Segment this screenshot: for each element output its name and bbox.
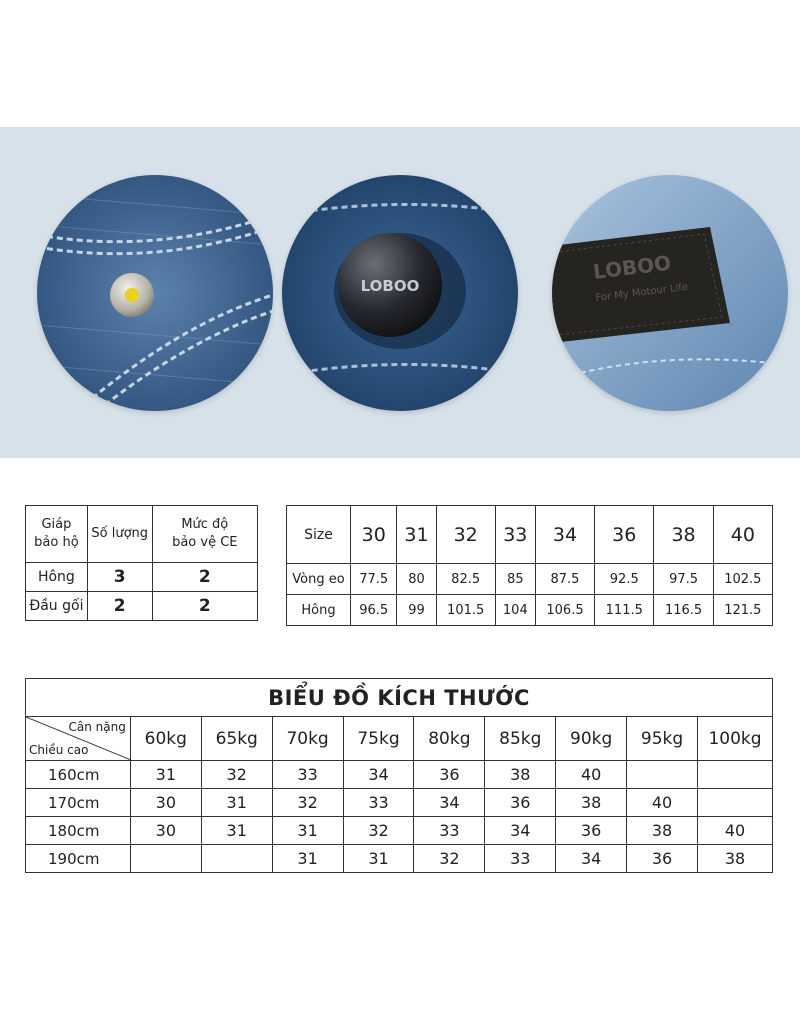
value-cell: 96.5 <box>351 595 397 626</box>
size-cell: 36 <box>595 506 654 564</box>
header-ce-level <box>152 506 257 563</box>
size-value-cell <box>201 845 272 873</box>
size-value-cell <box>698 761 773 789</box>
size-value-cell: 38 <box>627 817 698 845</box>
weight-header: 85kg <box>485 717 556 761</box>
corner-weight-label: Cân nặng <box>68 720 126 734</box>
height-label: 190cm <box>26 845 131 873</box>
corner-height-label: Chiều cao <box>29 743 89 757</box>
size-cell: 31 <box>397 506 436 564</box>
header-ce-text: Mức độ bảo vệ CE <box>172 517 238 550</box>
button-engraving: LOBOO <box>360 277 420 295</box>
size-value-cell <box>698 789 773 817</box>
size-value-cell: 36 <box>556 817 627 845</box>
weight-header: 75kg <box>343 717 414 761</box>
table-row <box>287 595 773 626</box>
quantity-cell: 3 <box>87 563 152 592</box>
size-value-cell <box>627 761 698 789</box>
value-cell: 111.5 <box>595 595 654 626</box>
size-value-cell: 36 <box>414 761 485 789</box>
level-cell: 2 <box>152 563 257 592</box>
size-value-cell: 38 <box>556 789 627 817</box>
size-value-cell: 34 <box>343 761 414 789</box>
snap-center <box>125 288 139 302</box>
table-row <box>26 817 773 845</box>
size-value-cell: 30 <box>130 817 201 845</box>
value-cell: 99 <box>397 595 436 626</box>
protection-table <box>25 505 258 621</box>
header-quantity: Số lượng <box>87 506 152 563</box>
size-measure-table <box>286 505 773 626</box>
value-cell: 102.5 <box>713 564 772 595</box>
weight-header: 60kg <box>130 717 201 761</box>
size-cell: 34 <box>535 506 594 564</box>
chart-title: BIỂU ĐỒ KÍCH THƯỚC <box>26 679 773 717</box>
value-cell: 85 <box>495 564 535 595</box>
size-value-cell: 31 <box>272 845 343 873</box>
chart-body <box>26 761 773 873</box>
size-value-cell: 33 <box>414 817 485 845</box>
value-cell: 80 <box>397 564 436 595</box>
weight-header: 80kg <box>414 717 485 761</box>
row-label: Vòng eo <box>287 564 351 595</box>
corner-cell <box>26 717 131 761</box>
weight-header: 95kg <box>627 717 698 761</box>
row-label: Đầu gối <box>26 592 88 621</box>
header-armor-text: Giáp bảo hộ <box>34 517 79 550</box>
table-header-row <box>26 506 258 563</box>
size-value-cell: 34 <box>556 845 627 873</box>
height-label: 160cm <box>26 761 131 789</box>
size-value-cell: 30 <box>130 789 201 817</box>
snap-button-photo <box>37 175 273 411</box>
size-value-cell: 38 <box>485 761 556 789</box>
size-cell: 32 <box>436 506 495 564</box>
table-header-row <box>26 717 773 761</box>
size-cell: 33 <box>495 506 535 564</box>
size-cell: 40 <box>713 506 772 564</box>
size-value-cell: 32 <box>201 761 272 789</box>
size-value-cell: 40 <box>698 817 773 845</box>
leather-label-photo <box>552 175 788 411</box>
size-value-cell: 36 <box>485 789 556 817</box>
table-row <box>26 845 773 873</box>
table-header-row <box>287 506 773 564</box>
weight-header: 100kg <box>698 717 773 761</box>
size-value-cell: 31 <box>201 789 272 817</box>
label-slogan: For My Motour Life <box>595 281 689 304</box>
value-cell: 77.5 <box>351 564 397 595</box>
height-label: 170cm <box>26 789 131 817</box>
header-armor <box>26 506 88 563</box>
value-cell: 121.5 <box>713 595 772 626</box>
size-value-cell: 31 <box>130 761 201 789</box>
size-value-cell: 40 <box>556 761 627 789</box>
value-cell: 104 <box>495 595 535 626</box>
table-row <box>26 592 258 621</box>
size-value-cell: 31 <box>201 817 272 845</box>
size-value-cell: 31 <box>343 845 414 873</box>
size-value-cell: 34 <box>414 789 485 817</box>
size-value-cell: 36 <box>627 845 698 873</box>
size-value-cell: 32 <box>272 789 343 817</box>
size-value-cell: 31 <box>272 817 343 845</box>
size-value-cell: 38 <box>698 845 773 873</box>
value-cell: 106.5 <box>535 595 594 626</box>
size-header-label: Size <box>287 506 351 564</box>
size-cell: 30 <box>351 506 397 564</box>
row-label: Hông <box>287 595 351 626</box>
chart-title-row <box>26 679 773 717</box>
size-value-cell: 33 <box>343 789 414 817</box>
size-value-cell: 32 <box>414 845 485 873</box>
table-row <box>26 563 258 592</box>
weight-header: 70kg <box>272 717 343 761</box>
table-row <box>287 564 773 595</box>
value-cell: 92.5 <box>595 564 654 595</box>
size-chart-table <box>25 678 773 873</box>
value-cell: 97.5 <box>654 564 713 595</box>
value-cell: 87.5 <box>535 564 594 595</box>
size-value-cell: 33 <box>272 761 343 789</box>
size-value-cell: 33 <box>485 845 556 873</box>
level-cell: 2 <box>152 592 257 621</box>
weight-header: 65kg <box>201 717 272 761</box>
row-label: Hông <box>26 563 88 592</box>
size-value-cell: 34 <box>485 817 556 845</box>
size-value-cell: 32 <box>343 817 414 845</box>
metal-button-photo <box>282 175 518 411</box>
size-cell: 38 <box>654 506 713 564</box>
size-value-cell: 40 <box>627 789 698 817</box>
weight-header: 90kg <box>556 717 627 761</box>
height-label: 180cm <box>26 817 131 845</box>
value-cell: 82.5 <box>436 564 495 595</box>
quantity-cell: 2 <box>87 592 152 621</box>
value-cell: 101.5 <box>436 595 495 626</box>
value-cell: 116.5 <box>654 595 713 626</box>
size-value-cell <box>130 845 201 873</box>
table-row <box>26 761 773 789</box>
table-row <box>26 789 773 817</box>
label-brand: LOBOO <box>591 250 673 284</box>
